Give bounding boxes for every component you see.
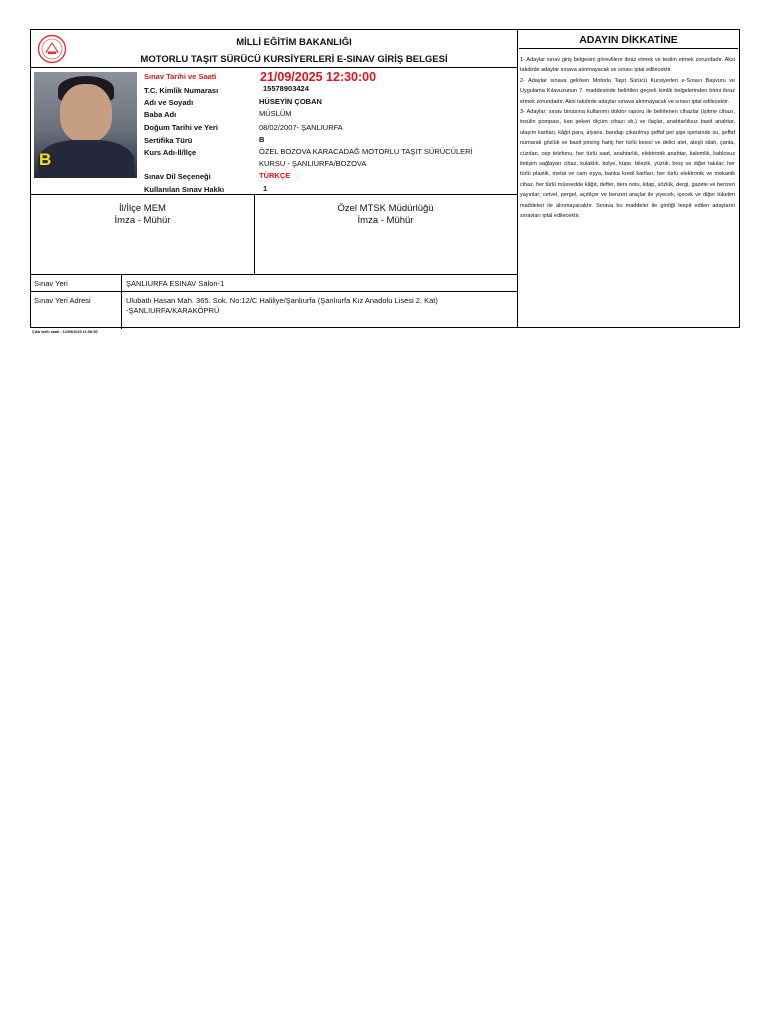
rights-value: 1 — [263, 184, 268, 193]
notice-divider — [519, 48, 738, 49]
document-title: MOTORLU TAŞIT SÜRÜCÜ KURSİYERLERİ E-SINAV GİRİŞ BELGESİ — [140, 54, 448, 65]
mem-signature-title: İl/İlçe MEM — [119, 203, 166, 214]
course-value-line2: KURSU - ŞANLIURFA/BOZOVA — [259, 159, 367, 168]
exam-datetime-label: Sınav Tarihi ve Saati — [144, 72, 217, 81]
document-header — [31, 30, 517, 68]
mtsk-signature-title: Özel MTSK Müdürlüğü — [337, 203, 434, 214]
place-column-divider — [121, 274, 122, 329]
document-main-panel — [31, 30, 518, 327]
exam-address-line1: Ulubatlı Hasan Mah. 365. Sok. No:12/C Haliliye/Şanlıurfa (Şanlıurfa Kız Anadolu Lisesi 2. Kat) — [126, 296, 438, 305]
name-value: HÜSEYİN ÇOBAN — [259, 97, 322, 106]
notice-body — [520, 55, 735, 222]
mem-signature-caption: İmza - Mühür — [114, 215, 171, 226]
ministry-title: MİLLİ EĞİTİM BAKANLIĞI — [236, 37, 352, 48]
course-label: Kurs Adı-İl/İlçe — [144, 148, 197, 157]
name-label: Adı ve Soyadı — [144, 98, 194, 107]
exam-entry-document — [30, 29, 740, 328]
notice-title: ADAYIN DİKKATİNE — [579, 34, 678, 46]
divider — [31, 274, 517, 275]
cert-value: B — [259, 135, 265, 144]
meb-logo — [37, 34, 67, 64]
notice-panel — [518, 30, 739, 327]
mtsk-signature-block — [254, 203, 517, 227]
mem-signature-block — [31, 203, 254, 227]
divider — [31, 291, 517, 292]
notice-item-1: 1- Adaylar sınav giriş belgesini görevlilere ibraz etmek ve teslim etmek zorundadır. Aksi takdirde adaylar sınava alınmayacak ve sınavı iptal edilecektir. — [520, 57, 735, 74]
tc-value: 15578903424 — [263, 84, 309, 93]
birth-value: 08/02/2007- ŞANLIURFA — [259, 123, 343, 132]
exam-address-label: Sınav Yeri Adresi — [34, 296, 91, 305]
course-value-line1: ÖZEL BOZOVA KARACADAĞ MOTORLU TAŞIT SÜRÜCÜLERİ — [259, 147, 473, 156]
notice-item-2: 2- Adaylar sınava gelirken Motorlu Taşıt Sürücü Kursiyerleri e-Sınavı Başvuru ve Uygulama Kılavuzunun 7. maddesinde belirtilen geçerli kimlik belgelerinden birini ibraz etmek zorundadır. Aksi takdirde adaylar sınava alınmayacak ve sınavı iptal edilecektir. — [520, 77, 735, 105]
lang-value: TÜRKÇE — [259, 171, 291, 180]
cert-label: Sertifika Türü — [144, 136, 193, 145]
license-class-badge: B — [39, 150, 52, 169]
exam-address-line2: -ŞANLIURFA/KARAKÖPRÜ — [126, 306, 220, 315]
notice-item-3: 3- Adaylar; sınav binasına kullanımı doktor raporu ile belirlenen cihazlar (işitme cihazı, insülin pompası, kan şekeri ölçüm cihazı vb.) ve ilaçlar, anahtarlıksız basit anahtar, ulaşım kartları, kâğıt para, alyans, bandajı çıkarılmış şeffaf pet şişe içerisinde su, şeffaf numaralı gözlük ve basit pirsing hariç her türlü kesici ve delici alet, ateşli silah, çanta, cüzdan, cep telefonu, her türlü saat, anahtarlık, elektronik anahtar, kalemlik, kablosuz iletişim sağlayan cihaz, kulaklık, kolye, küpe, bilezik, yüzük, broş ve diğer takılar; her türlü plastik, metal ve cam eşya, banka kredi kartları, her türlü elektronik ve mekanik cihaz, her türlü müsvedde kâğıt, defter, ders notu, kitap, sözlük, dergi, gazete ve benzeri yayınlar; cetvel, pergel, açıölçer ve benzeri araçlar ile yiyecek, içecek ve diğer tüketim maddeleri ile alınmayacaktır. Sınava bu maddeler ile girdiği tespit edilen adayların sınavları iptal edilecektir. — [520, 109, 735, 220]
birth-label: Doğum Tarihi ve Yeri — [144, 123, 218, 132]
exam-datetime-value: 21/09/2025 12:30:00 — [260, 70, 377, 84]
father-label: Baba Adı — [144, 110, 177, 119]
exam-place-value: ŞANLIURFA ESINAV Salon-1 — [126, 279, 225, 288]
candidate-photo — [34, 72, 137, 178]
lang-label: Sınav Dil Seçeneği — [144, 172, 211, 181]
exam-place-label: Sınav Yeri — [34, 279, 68, 288]
rights-label: Kullanılan Sınav Hakkı — [144, 185, 225, 194]
mtsk-signature-caption: İmza - Mühür — [357, 215, 414, 226]
divider — [31, 194, 517, 195]
tc-label: T.C. Kimlik Numarası — [144, 86, 219, 95]
father-value: MÜSLÜM — [259, 109, 292, 118]
print-timestamp: Çıktı tarih saati : 12/09/2025 11:56:50 — [32, 330, 98, 334]
